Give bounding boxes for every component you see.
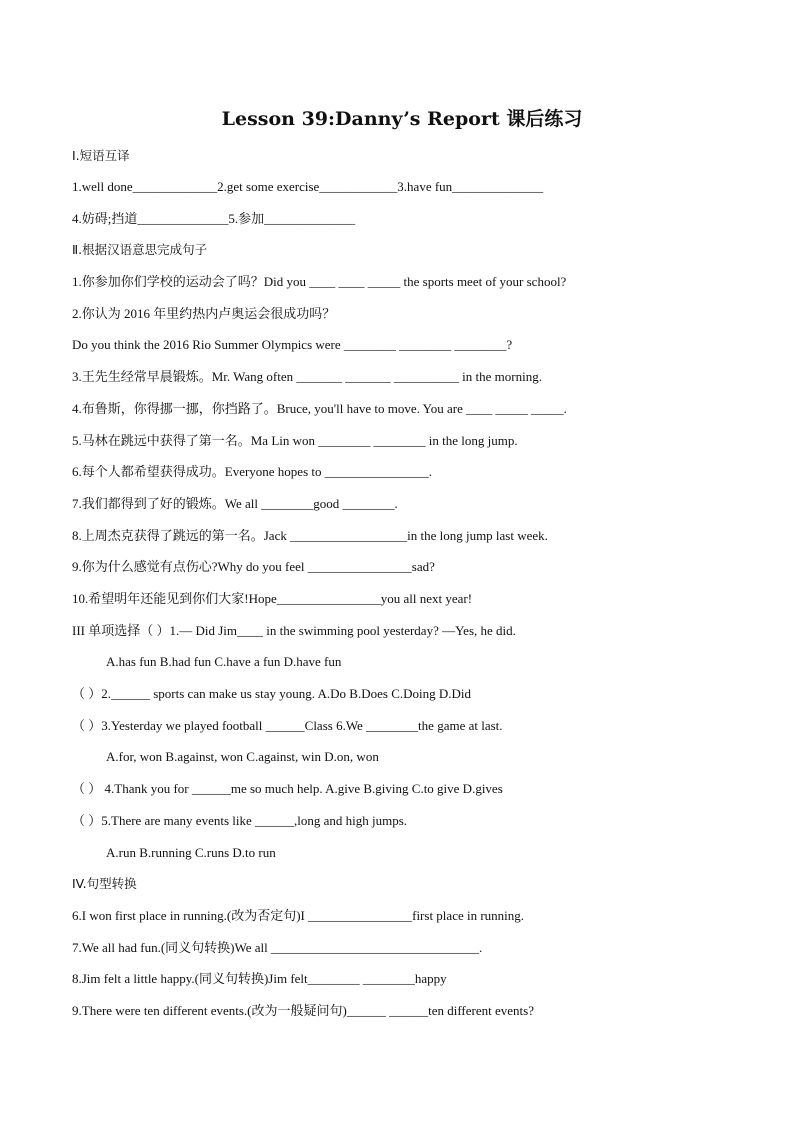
question-line: 1.你参加你们学校的运动会了吗？Did you ____ ____ _____ the sports meet of your school? [72,274,567,289]
section-4-heading: IV.句型转换 [72,876,137,891]
section-2-heading: Ⅱ.根据汉语意思完成句子 [72,242,208,257]
question-line: 4.妨碍;挡道______________5.参加______________ [72,211,356,226]
question-line: 7.We all had fun.(同义句转换)We all ________________________________. [72,940,483,955]
question-line: 10.希望明年还能见到你们大家!Hope________________you all next year! [72,591,473,606]
question-line: 9.There were ten different events.(改为一般疑问句)______ ______ten different events? [72,1003,534,1018]
question-line: 1.well done_____________2.get some exercise____________3.have fun______________ [72,179,544,194]
answer-options: A.run B.running C.runs D.to run [106,845,276,860]
question-line: 6.每个人都希望获得成功。Everyone hopes to ________________. [72,464,433,479]
section-3-heading: III 单项选择（ ）1.— Did Jim____ in the swimming pool yesterday? —Yes, he did. [72,623,516,638]
question-line: Do you think the 2016 Rio Summer Olympics were ________ ________ ________? [72,337,513,352]
question-line: 4.布鲁斯，你得挪一挪，你挡路了。Bruce, you'll have to move. You are ____ _____ _____. [72,401,567,416]
question-line: 9.你为什么感觉有点伤心?Why do you feel ________________sad? [72,559,435,574]
question-line: 2.你认为 2016 年里约热内卢奥运会很成功吗？ [72,306,336,321]
page-title: Lesson 39:Danny’s Report 课后练习 [221,108,583,130]
question-line: （ ）5.There are many events like ______,long and high jumps. [72,813,408,828]
question-line: 8.Jim felt a little happy.(同义句转换)Jim felt________ ________happy [72,971,447,986]
answer-options: A.for, won B.against, won C.against, win D.on, won [106,749,379,764]
question-line: 6.I won first place in running.(改为否定句)I ________________first place in running. [72,908,525,923]
section-1-heading: Ⅰ.短语互译 [72,148,130,163]
question-line: （ ）2.______ sports can make us stay young. A.Do B.Does C.Doing D.Did [72,686,472,701]
question-line: 3.王先生经常早晨锻炼。Mr. Wang often _______ _______ __________ in the morning. [72,369,542,384]
question-line: （ ）3.Yesterday we played football ______Class 6.We ________the game at last. [72,718,503,733]
question-line: 5.马林在跳远中获得了第一名。Ma Lin won ________ ________ in the long jump. [72,433,518,448]
answer-options: A.has fun B.had fun C.have a fun D.have fun [106,654,342,669]
question-line: （ ） 4.Thank you for ______me so much help. A.give B.giving C.to give D.gives [72,781,503,796]
question-line: 7.我们都得到了好的锻炼。We all ________good ________. [72,496,398,511]
question-line: 8.上周杰克获得了跳远的第一名。Jack __________________in the long jump last week. [72,528,548,543]
